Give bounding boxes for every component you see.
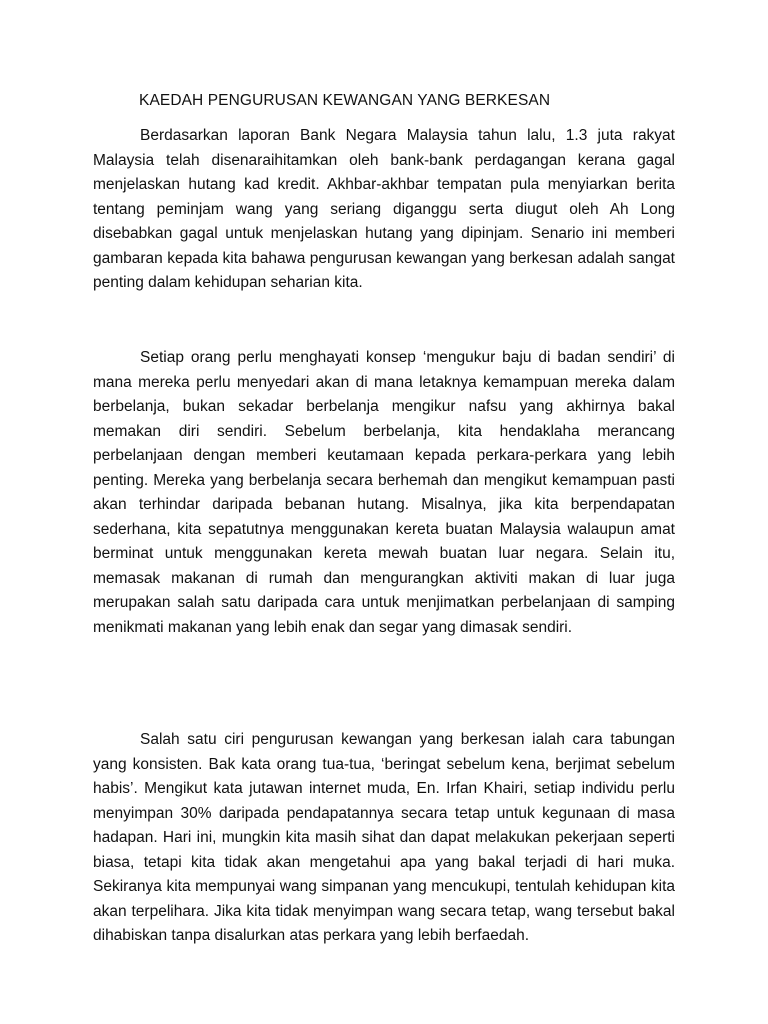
- paragraph-intro: Berdasarkan laporan Bank Negara Malaysia tahun lalu, 1.3 juta rakyat Malaysia telah disenaraihitamkan oleh bank-bank perdagangan kerana gagal menjelaskan hutang kad kredit. Akhbar-akhbar tempatan pula menyiarkan berita tentang peminjam wang yang seriang diganggu serta diugut oleh Ah Long disebabkan gagal untuk menjelaskan hutang yang dipinjam. Senario ini memberi gambaran kepada kita bahawa pengurusan kewangan yang berkesan adalah sangat penting dalam kehidupan seharian kita.: [93, 127, 675, 291]
- paragraph-saving: Salah satu ciri pengurusan kewangan yang berkesan ialah cara tabungan yang konsisten. Bak kata orang tua-tua, ‘beringat sebelum kena, berjimat sebelum habis’. Mengikut kata jutawan internet muda, En. Irfan Khairi, setiap individu perlu menyimpan 30% daripada pendapatannya secara tetap untuk kegunaan di masa hadapan. Hari ini, mungkin kita masih sihat dan dapat melakukan pekerjaan seperti biasa, tetapi kita tidak akan mengetahui apa yang bakal terjadi di hari muka. Sekiranya kita mempunyai wang simpanan yang mencukupi, tentulah kehidupan kita akan terpelihara. Jika kita tidak menyimpan wang secara tetap, wang tersebut bakal dihabiskan tanpa disalurkan atas perkara yang lebih berfaedah.: [93, 731, 675, 944]
- document-title: KAEDAH PENGURUSAN KEWANGAN YANG BERKESAN: [139, 92, 551, 109]
- paragraph-spending: Setiap orang perlu menghayati konsep ‘mengukur baju di badan sendiri’ di mana mereka perlu menyedari akan di mana letaknya kemampuan mereka dalam berbelanja, bukan sekadar berbelanja mengikur nafsu yang akhirnya bakal memakan diri sendiri. Sebelum berbelanja, kita hendaklaha merancang perbelanjaan dengan memberi keutamaan kepada perkara-perkara yang lebih penting. Mereka yang berbelanja secara berhemah dan mengikut kemampuan pasti akan terhindar daripada bebanan hutang. Misalnya, jika kita berpendapatan sederhana, kita sepatutnya menggunakan kereta buatan Malaysia walaupun amat berminat untuk menggunakan kereta mewah buatan luar negara. Selain itu, memasak makanan di rumah dan mengurangkan aktiviti makan di luar juga merupakan salah satu daripada cara untuk menjimatkan perbelanjaan di samping menikmati makanan yang lebih enak dan segar yang dimasak sendiri.: [93, 349, 675, 636]
